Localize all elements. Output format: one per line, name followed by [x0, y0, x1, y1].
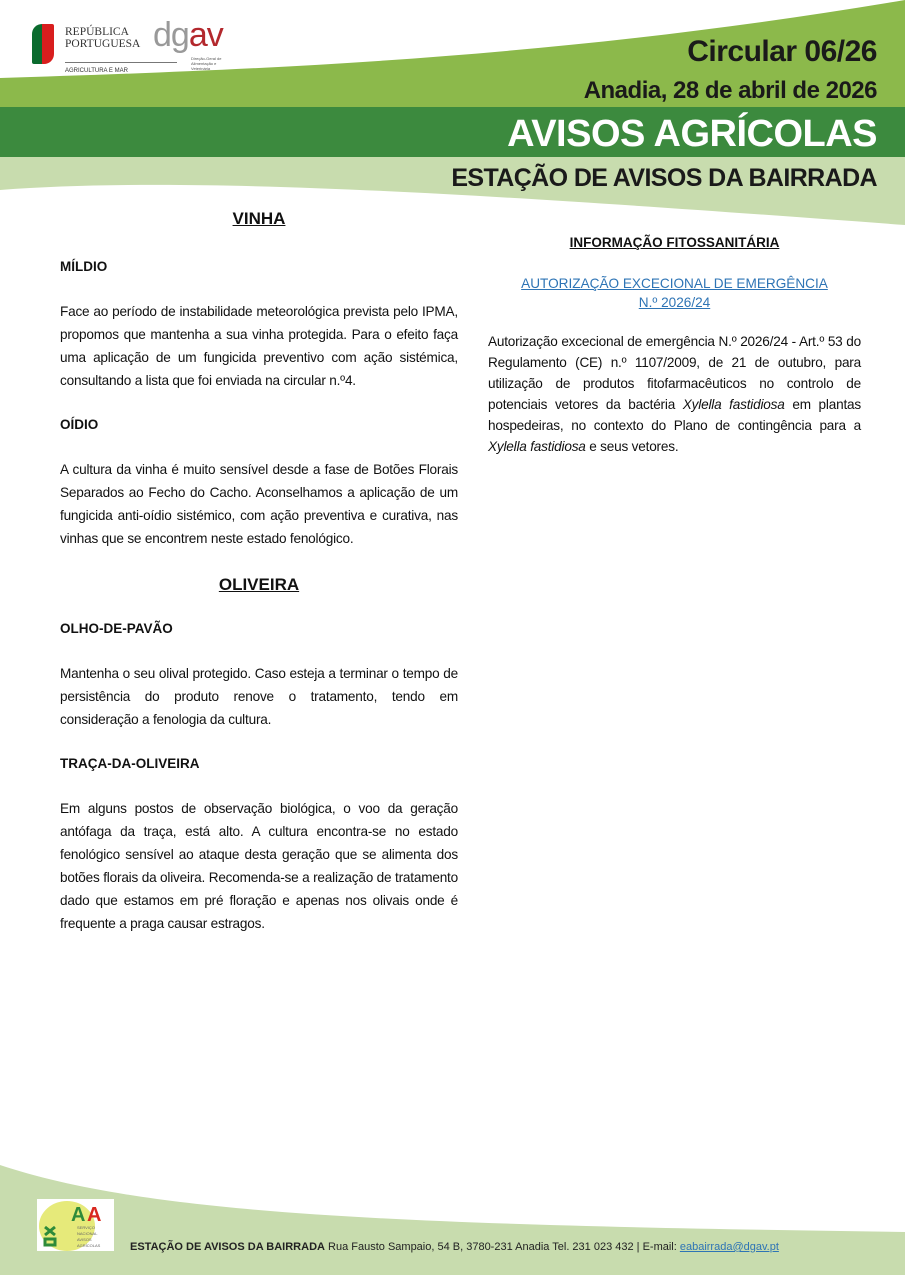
heading-mildio: MÍLDIO: [60, 259, 108, 274]
dgav-logo: dgav: [153, 16, 223, 54]
species-name: Xylella fastidiosa: [488, 439, 586, 454]
section-vinha: VINHA: [232, 209, 286, 228]
section-oliveira: OLIVEIRA: [218, 575, 300, 594]
svg-text:AGRÍCOLAS: AGRÍCOLAS: [77, 1243, 101, 1248]
svg-text:AVISOS: AVISOS: [77, 1237, 92, 1242]
station-name: ESTAÇÃO DE AVISOS DA BAIRRADA: [451, 164, 877, 192]
right-column: [488, 234, 861, 457]
mildio-text: Face ao período de instabilidade meteorológica prevista pelo IPMA, propomos que mantenha a sua vinha protegida. Para o efeito faça uma aplicação de um fungicida preventivo com ação sistémica, consultando a lista que foi enviada na circular n.º4.: [60, 304, 458, 388]
snaa-logo: [37, 1199, 114, 1251]
link-line-1[interactable]: AUTORIZAÇÃO EXCECIONAL DE EMERGÊNCIA: [521, 276, 828, 291]
republica-portuguesa-logo: [32, 22, 157, 82]
species-name: Xylella fastidiosa: [682, 397, 785, 412]
logo-ministry: AGRICULTURA E MAR: [65, 68, 128, 74]
logo-republica-text: REPÚBLICA PORTUGUESA: [65, 26, 141, 50]
left-column: [60, 208, 458, 935]
oidio-text: A cultura da vinha é muito sensível desde a fase de Botões Florais Separados ao Fecho do Cacho. Aconselhamos a aplicação de um fungicida anti-oídio sistémico, com ação preventiva e curativa, nas vinhas que se encontrem neste estado fenológico.: [60, 462, 458, 546]
autorizacao-text: [488, 331, 861, 457]
text-segment: Autorização excecional de emergência N.º 2026/24 - Art.º 53 do Regulamento (CE) n.º 1107/2009, de 21 de outubro, para utilização de produtos fitofarmacêuticos no controlo de potenciais vetores da bactéria: [488, 334, 861, 412]
svg-text:A: A: [87, 1204, 102, 1226]
traca-text: Em alguns postos de observação biológica, o voo da geração antófaga da traça, está alto. A cultura encontra-se no estado fenológico sensível ao ataque desta geração que se alimenta dos botões florais da oliveira. Recomenda-se a realização de tratamento dado que estamos em pré floração e apenas nos olivais onde é frequente a praga causar estragos.: [60, 801, 458, 931]
footer-email-link[interactable]: eabairrada@dgav.pt: [679, 1241, 779, 1253]
heading-oidio: OÍDIO: [60, 417, 99, 432]
heading-traca: TRAÇA-DA-OLIVEIRA: [60, 756, 200, 771]
footer-contact: [130, 1240, 779, 1254]
portugal-emblem-icon: [32, 24, 54, 64]
heading-info-fitossanitaria: INFORMAÇÃO FITOSSANITÁRIA: [569, 235, 780, 250]
page-title: AVISOS AGRÍCOLAS: [507, 113, 877, 155]
svg-text:NACIONAL: NACIONAL: [77, 1231, 98, 1236]
footer-station: ESTAÇÃO DE AVISOS DA BAIRRADA: [130, 1241, 325, 1253]
autorizacao-link[interactable]: [488, 274, 861, 312]
text-segment: em plantas hospedeiras, no contexto do Plano de contingência para a: [488, 397, 861, 433]
heading-olho-de-pavao: OLHO-DE-PAVÃO: [60, 621, 173, 636]
svg-text:A: A: [71, 1204, 86, 1226]
circular-date: Anadia, 28 de abril de 2026: [583, 77, 877, 104]
link-line-2[interactable]: N.º 2026/24: [638, 295, 711, 310]
footer-address: Rua Fausto Sampaio, 54 B, 3780-231 Anadia Tel. 231 023 432 | E-mail:: [324, 1241, 680, 1253]
snaa-logo-graphic: [37, 1199, 114, 1251]
circular-number: Circular 06/26: [687, 35, 877, 68]
dgav-subtitle: Direção-Geral de Alimentação e Veterinária: [191, 56, 222, 71]
text-segment: e seus vetores.: [585, 439, 679, 454]
svg-text:SERVIÇO: SERVIÇO: [77, 1225, 95, 1230]
olho-text: Mantenha o seu olival protegido. Caso esteja a terminar o tempo de persistência do produto renove o tratamento, tendo em consideração a fenologia da cultura.: [60, 666, 458, 727]
